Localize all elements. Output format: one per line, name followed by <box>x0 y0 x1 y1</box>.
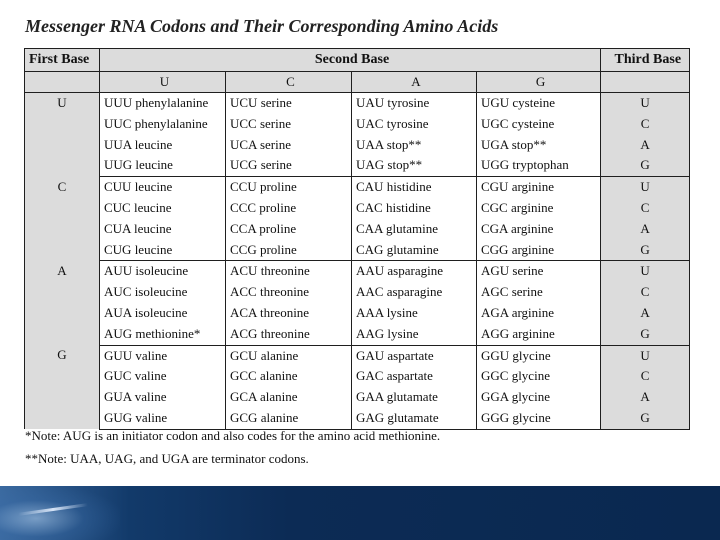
header-row <box>25 49 690 72</box>
third-base-cell: A <box>601 303 690 324</box>
second-base-header: Second Base <box>100 49 601 72</box>
codon-cell: UUC phenylalanine <box>100 114 226 135</box>
codon-cell: GGA glycine <box>477 387 601 408</box>
third-base-cell: U <box>601 93 690 114</box>
codon-cell: UGC cysteine <box>477 114 601 135</box>
codon-cell: CUU leucine <box>100 177 226 198</box>
codon-cell: CGG arginine <box>477 240 601 261</box>
codon-cell: UGG tryptophan <box>477 155 601 176</box>
codon-cell: UCG serine <box>226 155 352 176</box>
footer-banner <box>0 486 720 540</box>
codon-cell: ACU threonine <box>226 261 352 282</box>
second-base-letter: G <box>477 72 601 93</box>
codon-cell: UAU tyrosine <box>352 93 477 114</box>
third-base-cell: C <box>601 282 690 303</box>
codon-cell: GUG valine <box>100 408 226 429</box>
third-base-cell: C <box>601 366 690 387</box>
codon-cell: CAC histidine <box>352 198 477 219</box>
third-base-cell: C <box>601 198 690 219</box>
codon-cell: ACG threonine <box>226 324 352 345</box>
codon-cell: ACA threonine <box>226 303 352 324</box>
table-row <box>25 177 690 198</box>
codon-cell: UAG stop** <box>352 155 477 176</box>
third-base-header: Third Base <box>601 49 690 72</box>
blank-header-cell <box>601 72 690 93</box>
codon-cell: CAA glutamine <box>352 219 477 240</box>
table-row <box>25 324 690 345</box>
codon-cell: AUG methionine* <box>100 324 226 345</box>
codon-cell: UCC serine <box>226 114 352 135</box>
codon-cell: UUU phenylalanine <box>100 93 226 114</box>
third-base-cell: A <box>601 387 690 408</box>
first-base-cell: C <box>25 177 100 261</box>
codon-cell: UAC tyrosine <box>352 114 477 135</box>
codon-cell: CCU proline <box>226 177 352 198</box>
third-base-cell: G <box>601 155 690 176</box>
first-base-cell: G <box>25 345 100 429</box>
codon-cell: UUA leucine <box>100 135 226 156</box>
codon-cell: GUU valine <box>100 345 226 366</box>
codon-cell: GUC valine <box>100 366 226 387</box>
table-row <box>25 366 690 387</box>
codon-cell: GAU aspartate <box>352 345 477 366</box>
codon-cell: AGU serine <box>477 261 601 282</box>
table-row <box>25 155 690 176</box>
codon-cell: CCG proline <box>226 240 352 261</box>
codon-cell: CUC leucine <box>100 198 226 219</box>
third-base-cell: G <box>601 240 690 261</box>
codon-cell: GCG alanine <box>226 408 352 429</box>
codon-cell: CUG leucine <box>100 240 226 261</box>
third-base-cell: U <box>601 345 690 366</box>
codon-cell: ACC threonine <box>226 282 352 303</box>
first-base-cell: U <box>25 93 100 177</box>
note-terminator: **Note: UAA, UAG, and UGA are terminator codons. <box>25 451 309 466</box>
codon-cell: AAU asparagine <box>352 261 477 282</box>
third-base-cell: U <box>601 177 690 198</box>
table-row <box>25 135 690 156</box>
note-initiator: *Note: AUG is an initiator codon and also codes for the amino acid methionine. <box>25 428 441 443</box>
table-row <box>25 408 690 429</box>
first-base-cell: A <box>25 261 100 345</box>
codon-table <box>24 48 690 430</box>
third-base-cell: A <box>601 135 690 156</box>
table-row <box>25 240 690 261</box>
blank-header-cell <box>25 72 100 93</box>
codon-cell: UGA stop** <box>477 135 601 156</box>
codon-cell: AUA isoleucine <box>100 303 226 324</box>
table-row <box>25 93 690 114</box>
second-base-letter: U <box>100 72 226 93</box>
table-title: Messenger RNA Codons and Their Corresponding Amino Acids <box>25 16 499 36</box>
codon-cell: GGC glycine <box>477 366 601 387</box>
second-base-letters-row <box>25 72 690 93</box>
third-base-cell: C <box>601 114 690 135</box>
table-row <box>25 261 690 282</box>
codon-cell: AGA arginine <box>477 303 601 324</box>
codon-cell: GUA valine <box>100 387 226 408</box>
codon-cell: GCU alanine <box>226 345 352 366</box>
table-row <box>25 198 690 219</box>
codon-cell: GAG glutamate <box>352 408 477 429</box>
codon-cell: CUA leucine <box>100 219 226 240</box>
codon-cell: AGG arginine <box>477 324 601 345</box>
codon-cell: GGG glycine <box>477 408 601 429</box>
table-row <box>25 114 690 135</box>
table-row <box>25 303 690 324</box>
codon-cell: UUG leucine <box>100 155 226 176</box>
codon-cell: GAC aspartate <box>352 366 477 387</box>
codon-cell: CCC proline <box>226 198 352 219</box>
table-row <box>25 219 690 240</box>
codon-cell: GCA alanine <box>226 387 352 408</box>
codon-cell: CCA proline <box>226 219 352 240</box>
codon-cell: CGC arginine <box>477 198 601 219</box>
second-base-letter: C <box>226 72 352 93</box>
codon-cell: GAA glutamate <box>352 387 477 408</box>
table-row <box>25 387 690 408</box>
codon-cell: AUC isoleucine <box>100 282 226 303</box>
codon-cell: AGC serine <box>477 282 601 303</box>
third-base-cell: A <box>601 219 690 240</box>
codon-cell: CGU arginine <box>477 177 601 198</box>
codon-cell: CGA arginine <box>477 219 601 240</box>
codon-cell: CAU histidine <box>352 177 477 198</box>
table-row <box>25 282 690 303</box>
codon-cell: UGU cysteine <box>477 93 601 114</box>
codon-cell: GGU glycine <box>477 345 601 366</box>
codon-table-body <box>25 93 690 430</box>
codon-cell: UCA serine <box>226 135 352 156</box>
first-base-header: First Base <box>25 49 100 72</box>
codon-cell: UCU serine <box>226 93 352 114</box>
second-base-letter: A <box>352 72 477 93</box>
table-row <box>25 345 690 366</box>
codon-cell: AUU isoleucine <box>100 261 226 282</box>
third-base-cell: G <box>601 408 690 429</box>
codon-cell: GCC alanine <box>226 366 352 387</box>
codon-cell: AAC asparagine <box>352 282 477 303</box>
codon-cell: AAG lysine <box>352 324 477 345</box>
third-base-cell: G <box>601 324 690 345</box>
third-base-cell: U <box>601 261 690 282</box>
codon-cell: AAA lysine <box>352 303 477 324</box>
codon-cell: UAA stop** <box>352 135 477 156</box>
codon-cell: CAG glutamine <box>352 240 477 261</box>
